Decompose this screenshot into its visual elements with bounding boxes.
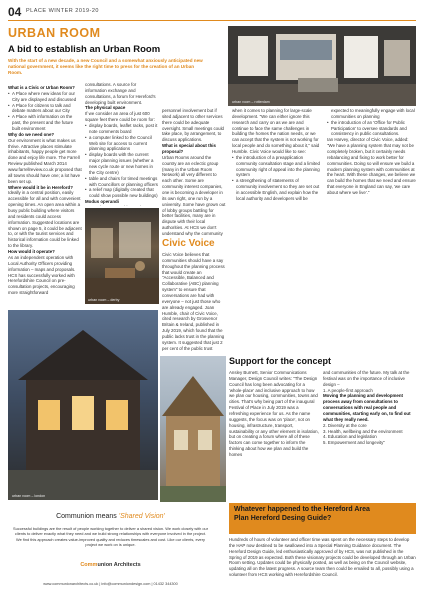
urban-room-photo-london	[8, 310, 158, 500]
list-item: • a relief map (digitally created that could show possible new buildings)	[85, 187, 159, 199]
support-heading: Support for the concept	[229, 356, 331, 366]
question-heading: What is special about this proposal?	[162, 143, 216, 155]
paragraph: As an independent operation with Local Authority Officers providing information – maps and proposals. HCS has successfully worked with Herefordshire Council on pre-consultation projects, encouraging more straightforward	[8, 254, 76, 296]
hap-banner	[229, 503, 416, 534]
list-item: • display boards with the current major planning issues (whether a new cycle route or new homes in the City centre)	[85, 152, 159, 175]
article-column-3	[162, 108, 226, 236]
question-heading: Why do we need one?	[8, 131, 55, 137]
paragraph	[85, 205, 159, 206]
interior-illustration	[85, 208, 159, 304]
article-column-4	[232, 108, 416, 352]
civic-voice-heading: Civic Voice	[162, 238, 215, 249]
list-item: 3. Health, wellbeing and the environment	[323, 428, 403, 434]
paragraph: Urban Rooms around the country are an eclectic group (many in the Urban Room Network) all very different to each other. Some are community interest companies, one is becoming a developer in its own right, one run by a university. Some have grown out of lobby groups battling for better facilities, many are in dispute with their local authorities. At HCS we don't understand why the community	[162, 154, 226, 236]
list-item: • the introduction of an 'Office for Public Participation' to oversee standards and consistency in public consultations.	[327, 120, 416, 138]
list-item: 4. Education and legislation	[323, 434, 377, 440]
list-item: • A Place where new ideas for our City are displayed and discussed	[8, 91, 82, 103]
paragraph: and communities of the future. My talk at the festival was on the importance of inclusive design –	[323, 370, 410, 387]
banner-title-line-1: Whatever happened to the Hereford Area	[234, 506, 370, 513]
ad-logo	[8, 562, 213, 568]
civic-voice-text	[162, 252, 226, 352]
list-item: • display boards, leaflet racks, post it note comments board	[85, 123, 159, 135]
ad-title-part-1: Communion means	[56, 513, 117, 520]
paragraph: personnel involvement but if sited adjacent to other services there could be adequate oversight. Small meetings could take place, by arrangement, to discuss applications.	[162, 108, 224, 143]
paragraph: Ideally in a central position, easily accessible for all and with convenient opening times. An open area within a busy public building where visitors and residents could access information. Suggested locations are shown on page 5, it could be adjacent to, or with the tourist services and historical information could be linked to the library.	[8, 190, 82, 249]
ad-logo-rest: union Architects	[97, 562, 141, 568]
paragraph: Civic Voice believes that communities should have a say throughout the planning process that would create an "Accessible, Balanced and Collaborative (ABC) planning system" to ensure that conversations are had with everyone – not just those who are already engaged. Joan Humble, chair of Civic Voice, cited research by Grosvenor Britain & Ireland, published in July 2019, which found that the public lacks trust in the planning system. It suggested that just 2 per cent of the public trust	[162, 252, 225, 351]
paragraph: Ansley Burnett, Senior Communications Manager, Design Council writes: "The Design Council has long been advocating for a 'whole-place' and inclusive approach to how we plan our housing, communities, towns and cities. That's why being part of the inaugural Festival of Place in July 2019 was a refreshing experience for us. As the name suggests, the focus was on 'place', not on housing, infrastructure, transport, sustainability or any other element in isolation, but on creating a forum where all of these factors can come together to inform the thinking about how we plan and build the homes	[229, 370, 319, 458]
gallery-illustration	[228, 26, 416, 106]
hap-text: Hundreds of hours of volunteer and officer time was spent on the necessary steps to develop the HAP now destined to be swallowed into a Special Planning Guidance document. The Hereford Design Guide, led enthusiastically approved of by HCS, was not published in the Spring of 2019 as expected. Both these visionary projects could be developed through an Urban Room setting. Updates could be physically posted, as well as being on the Council website, updating all on the latest progress. A source team then could be emailed to all, possibly using a volunteer from HCS working with Herefordshire Council.	[229, 537, 416, 578]
ad-title-part-2: 'Shared Vision'	[118, 513, 165, 520]
physical-space-list	[85, 123, 159, 199]
question-heading: What is a Civic or Urban Room?	[8, 85, 75, 90]
paragraph: Our environment is what makes us thrive. Attractive places stimulate inhabitants, happy people get more done and enjoy life more. The Farrell Review published March 2014 www.farrellreview.co.uk proposed that all towns should have one; a lot have been set up.	[8, 137, 82, 184]
list-item: • a computer linked to the Council Web site for access to current planning applications	[85, 135, 159, 153]
section-label: PLACE WINTER 2019-20	[26, 8, 99, 14]
ad-title	[8, 513, 213, 520]
building-illustration	[8, 310, 158, 500]
paragraph: when it comes to planning for large-scale development. "We can either ignore this research and carry on as we are and continue to face the same challenges in building the homes the nation needs, or we can accept that the system is not working for local people and do something about it," said Humble. Civic Voice would like to see:	[232, 108, 320, 155]
timber-building-photo	[160, 356, 226, 502]
list-item-bold: Moving the planning and development process away from consultations to conversations with real people and communities, starting early on, to find out what they really need.	[323, 393, 411, 422]
list-item: • A Place with information on the past, the present and the future built environment	[8, 114, 82, 132]
ad-logo-highlight: Comm	[80, 562, 98, 568]
question-heading: The physical space	[85, 105, 126, 111]
ad-contact: www.communionarchitects.co.uk | info@communiondesign.com | 01432 344300	[43, 582, 178, 586]
list-item: 2. Diversity at the core	[323, 422, 367, 428]
photo-caption: urban room – rotterdam	[232, 100, 270, 104]
banner-title-line-2: Plan Hereford Desing Guide?	[234, 514, 332, 522]
article-label: URBAN ROOM	[8, 26, 101, 40]
article-title: A bid to establish an Urban Room	[8, 44, 161, 55]
question-heading: How would it operate?	[8, 249, 55, 255]
question-heading: Where would it be in Hereford?	[8, 184, 73, 190]
list-item: 1. A people-first approach	[323, 387, 373, 393]
photo-caption: urban room – london	[12, 494, 46, 498]
paragraph: consultations. A source for information exchange and consultations, a forum for Hereford's developing built environment.	[85, 82, 156, 105]
civic-room-list	[8, 91, 82, 132]
article-column-1	[8, 85, 82, 305]
urban-room-photo-derby	[85, 208, 159, 304]
urban-room-photo-rotterdam	[228, 26, 416, 106]
photo-caption: urban room – derby	[88, 298, 120, 302]
article-column-2	[85, 82, 159, 206]
list-item: 5. Empowerment and longevity"	[323, 440, 385, 446]
timber-illustration	[160, 356, 226, 502]
question-heading: Modus operandi	[85, 199, 119, 205]
paragraph: Ian Harvey, director of Civic Voice, added: "We have a planning system that may not be completely broken, but it certainly needs rebalancing and fixing to work better for communities. Doing so will ensure we build a modern planning system with communities at the heart. With these changes, we believe we can build the homes that we need and ensure that everyone in England can say, 'we care about where we live'."	[327, 137, 416, 196]
support-column-b	[323, 370, 416, 500]
list-item: • table and chairs for timed meetings with Councillors or planning officers	[85, 176, 159, 188]
ad-text: Successful buildings are the result of people working together to deliver a shared vision. We work closely with our clients to deliver exactly what they need and we build strong relationships with everyone involved in the project. We find this approach creates value-improved quality and reduces timescales and cost. Like our clients, every project we work on is unique.	[13, 526, 208, 547]
list-item: • a strengthening of statements of community involvement so they are set out in accessible English, and explain how the local authority and developers will be expected to meaningfully engage with local communities on planning	[232, 108, 416, 202]
page-number: 04	[8, 5, 22, 19]
paragraph: If we consider an area of just 600 square feet there could be room for:	[85, 111, 155, 123]
list-item: • the introduction of a preapplication community consultation stage and a limited community right of appeal into the planning system	[232, 155, 321, 178]
article-intro: With the start of a new decade, a new Council and a somewhat anxiously anticipated new national government, it seems like the right time to press for the creation of an Urban Room.	[8, 58, 203, 76]
list-item: • A Place for citizens to talk and debate matters about our City	[8, 103, 82, 115]
support-column-a	[229, 370, 319, 500]
header-rule	[8, 20, 416, 21]
